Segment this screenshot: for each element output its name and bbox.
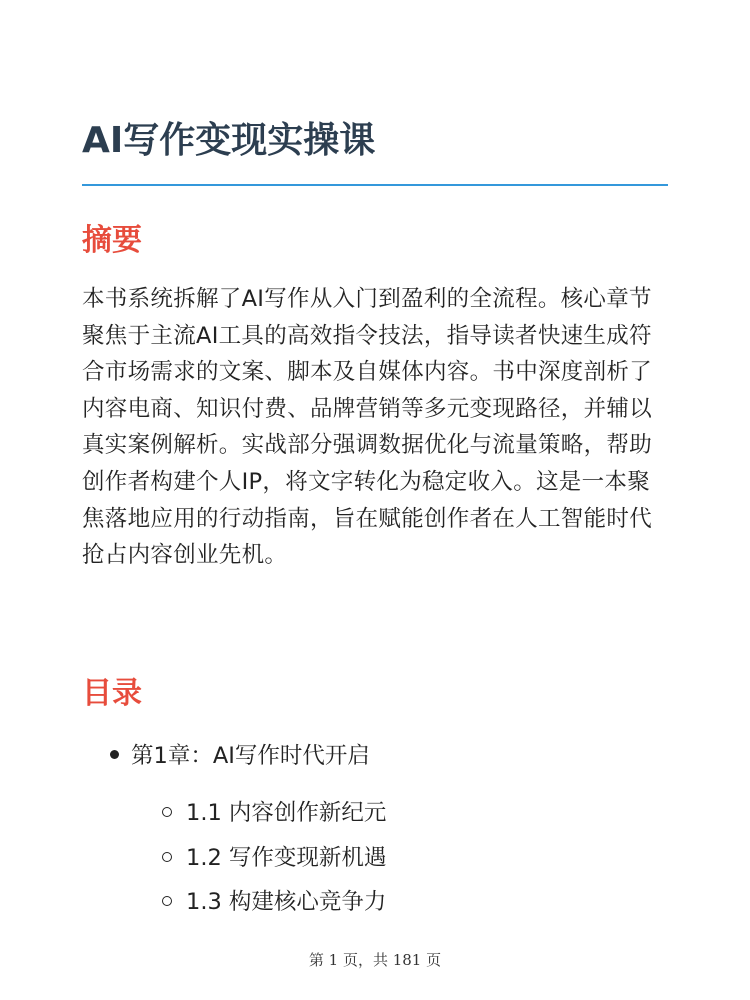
page-number-footer: 第 1 页，共 181 页 xyxy=(308,951,442,969)
toc-section-label: 1.2 写作变现新机遇 xyxy=(186,845,387,871)
bullet-circle-icon xyxy=(162,852,172,862)
toc-section-label: 1.1 内容创作新纪元 xyxy=(186,800,387,826)
abstract-heading: 摘要 xyxy=(82,223,142,258)
bullet-circle-icon xyxy=(162,896,172,906)
toc-section-item xyxy=(162,797,386,829)
document-title: AI写作变现实操课 xyxy=(82,120,376,161)
toc-heading: 目录 xyxy=(82,676,142,711)
abstract-paragraph: 本书系统拆解了AI写作从入门到盈利的全流程。核心章节聚焦于主流AI工具的高效指令技法，指导读者快速生成符合市场需求的文案、脚本及自媒体内容。书中深度剖析了内容电商、知识付费、品牌营销等多元变现路径，并辅以真实案例解析。实战部分强调数据优化与流量策略，帮助创作者构建个人IP，将文字转化为稳定收入。这是一本聚焦落地应用的行动指南，旨在赋能创作者在人工智能时代抢占内容创业先机。 xyxy=(82,286,653,569)
bullet-circle-icon xyxy=(162,807,172,817)
toc-chapter-label: 第1章：AI写作时代开启 xyxy=(131,743,370,769)
toc-section-item xyxy=(162,842,386,874)
toc-section-item xyxy=(162,886,386,918)
bullet-disc-icon xyxy=(110,750,119,759)
toc-chapter-item xyxy=(110,740,370,772)
title-divider xyxy=(82,184,668,186)
toc-section-label: 1.3 构建核心竞争力 xyxy=(186,889,387,915)
